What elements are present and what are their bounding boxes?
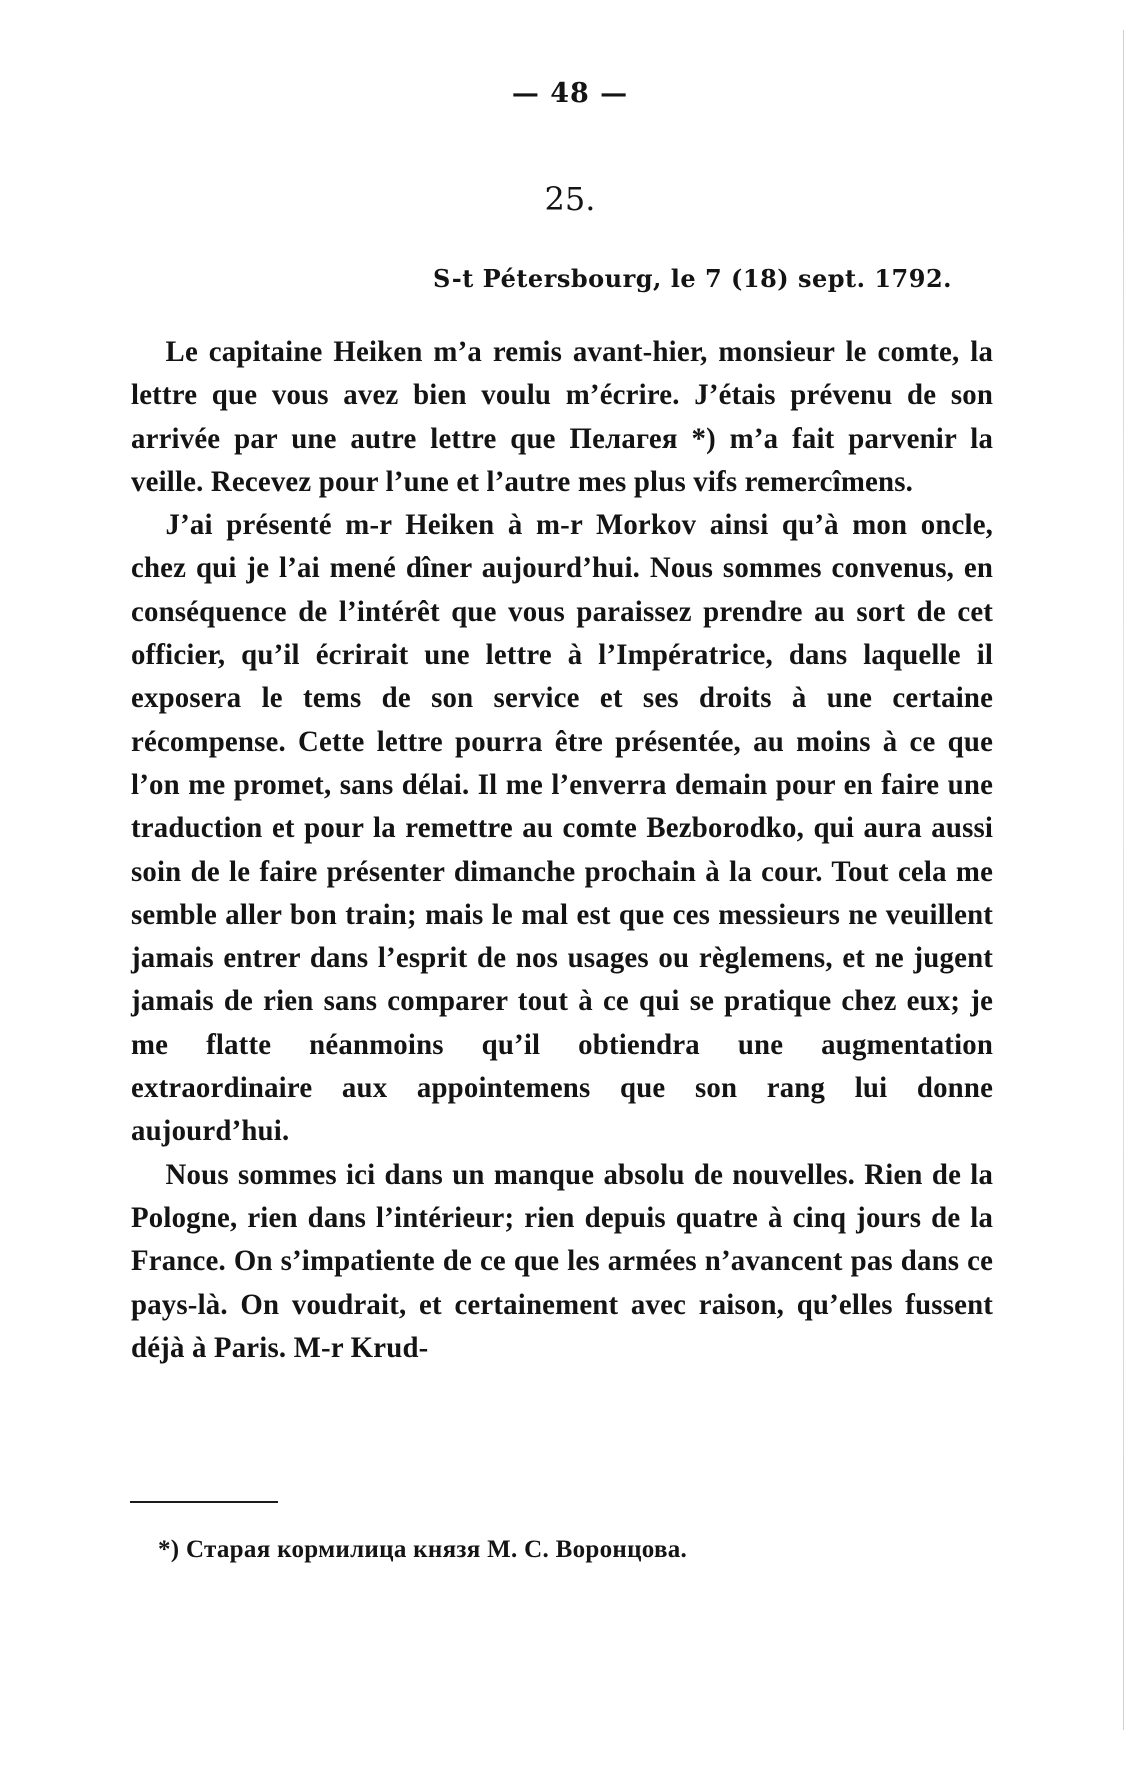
page-number: — 48 — <box>511 78 629 109</box>
scan-edge-line <box>1123 30 1124 1730</box>
paragraph: Le capitaine Heiken m’a remis avant-hier, monsieur le comte, la lettre que vous avez bien voulu m’écrire. J’étais prévenu de son arrivée par une autre lettre que Пелагея *) m’a fait parvenir la veille. Recevez pour l’une et l’autre mes plus vifs remercîmens. <box>131 335 994 498</box>
paragraph: Nous sommes ici dans un manque absolu de nouvelles. Rien de la Pologne, rien dans l’intérieur; rien depuis quatre à cinq jours de la France. On s’impatiente de ce que les armées n’avancent pas dans ce pays-là. On voudrait, et certainement avec raison, qu’elles fussent déjà à Paris. M-r Krud- <box>131 1157 994 1364</box>
footnote-divider <box>130 1501 278 1503</box>
letter-body <box>131 330 993 1369</box>
letter-number: 25. <box>544 180 596 218</box>
paragraph: J’ai présenté m-r Heiken à m-r Morkov ainsi qu’à mon oncle, chez qui je l’ai mené dîner aujourd’hui. Nous sommes convenus, en conséquence de l’intérêt que vous paraissez prendre au sort de cet officier, qu’il écrirait une lettre à l’Impératrice, dans laquelle il exposera le tems de son service et ses droits à une certaine récompense. Cette lettre pourra être présentée, au moins à ce que l’on me promet, sans délai. Il me l’enverra demain pour en faire une traduction et pour la remettre au comte Bezborodko, qui aura aussi soin de le faire présenter dimanche prochain à la cour. Tout cela me semble aller bon train; mais le mal est que ces messieurs ne veuillent jamais entrer dans l’esprit de nos usages ou règlemens, et ne jugent jamais de rien sans comparer tout à ce qui se pratique chez eux; je me flatte néanmoins qu’il obtiendra une augmentation extraordinaire aux appointemens que son rang lui donne aujourd’hui. <box>131 508 994 1148</box>
dateline: S-t Pétersbourg, le 7 (18) sept. 1792. <box>433 264 952 293</box>
footnote: *) Старая кормилица князя М. С. Воронцова. <box>158 1536 688 1563</box>
